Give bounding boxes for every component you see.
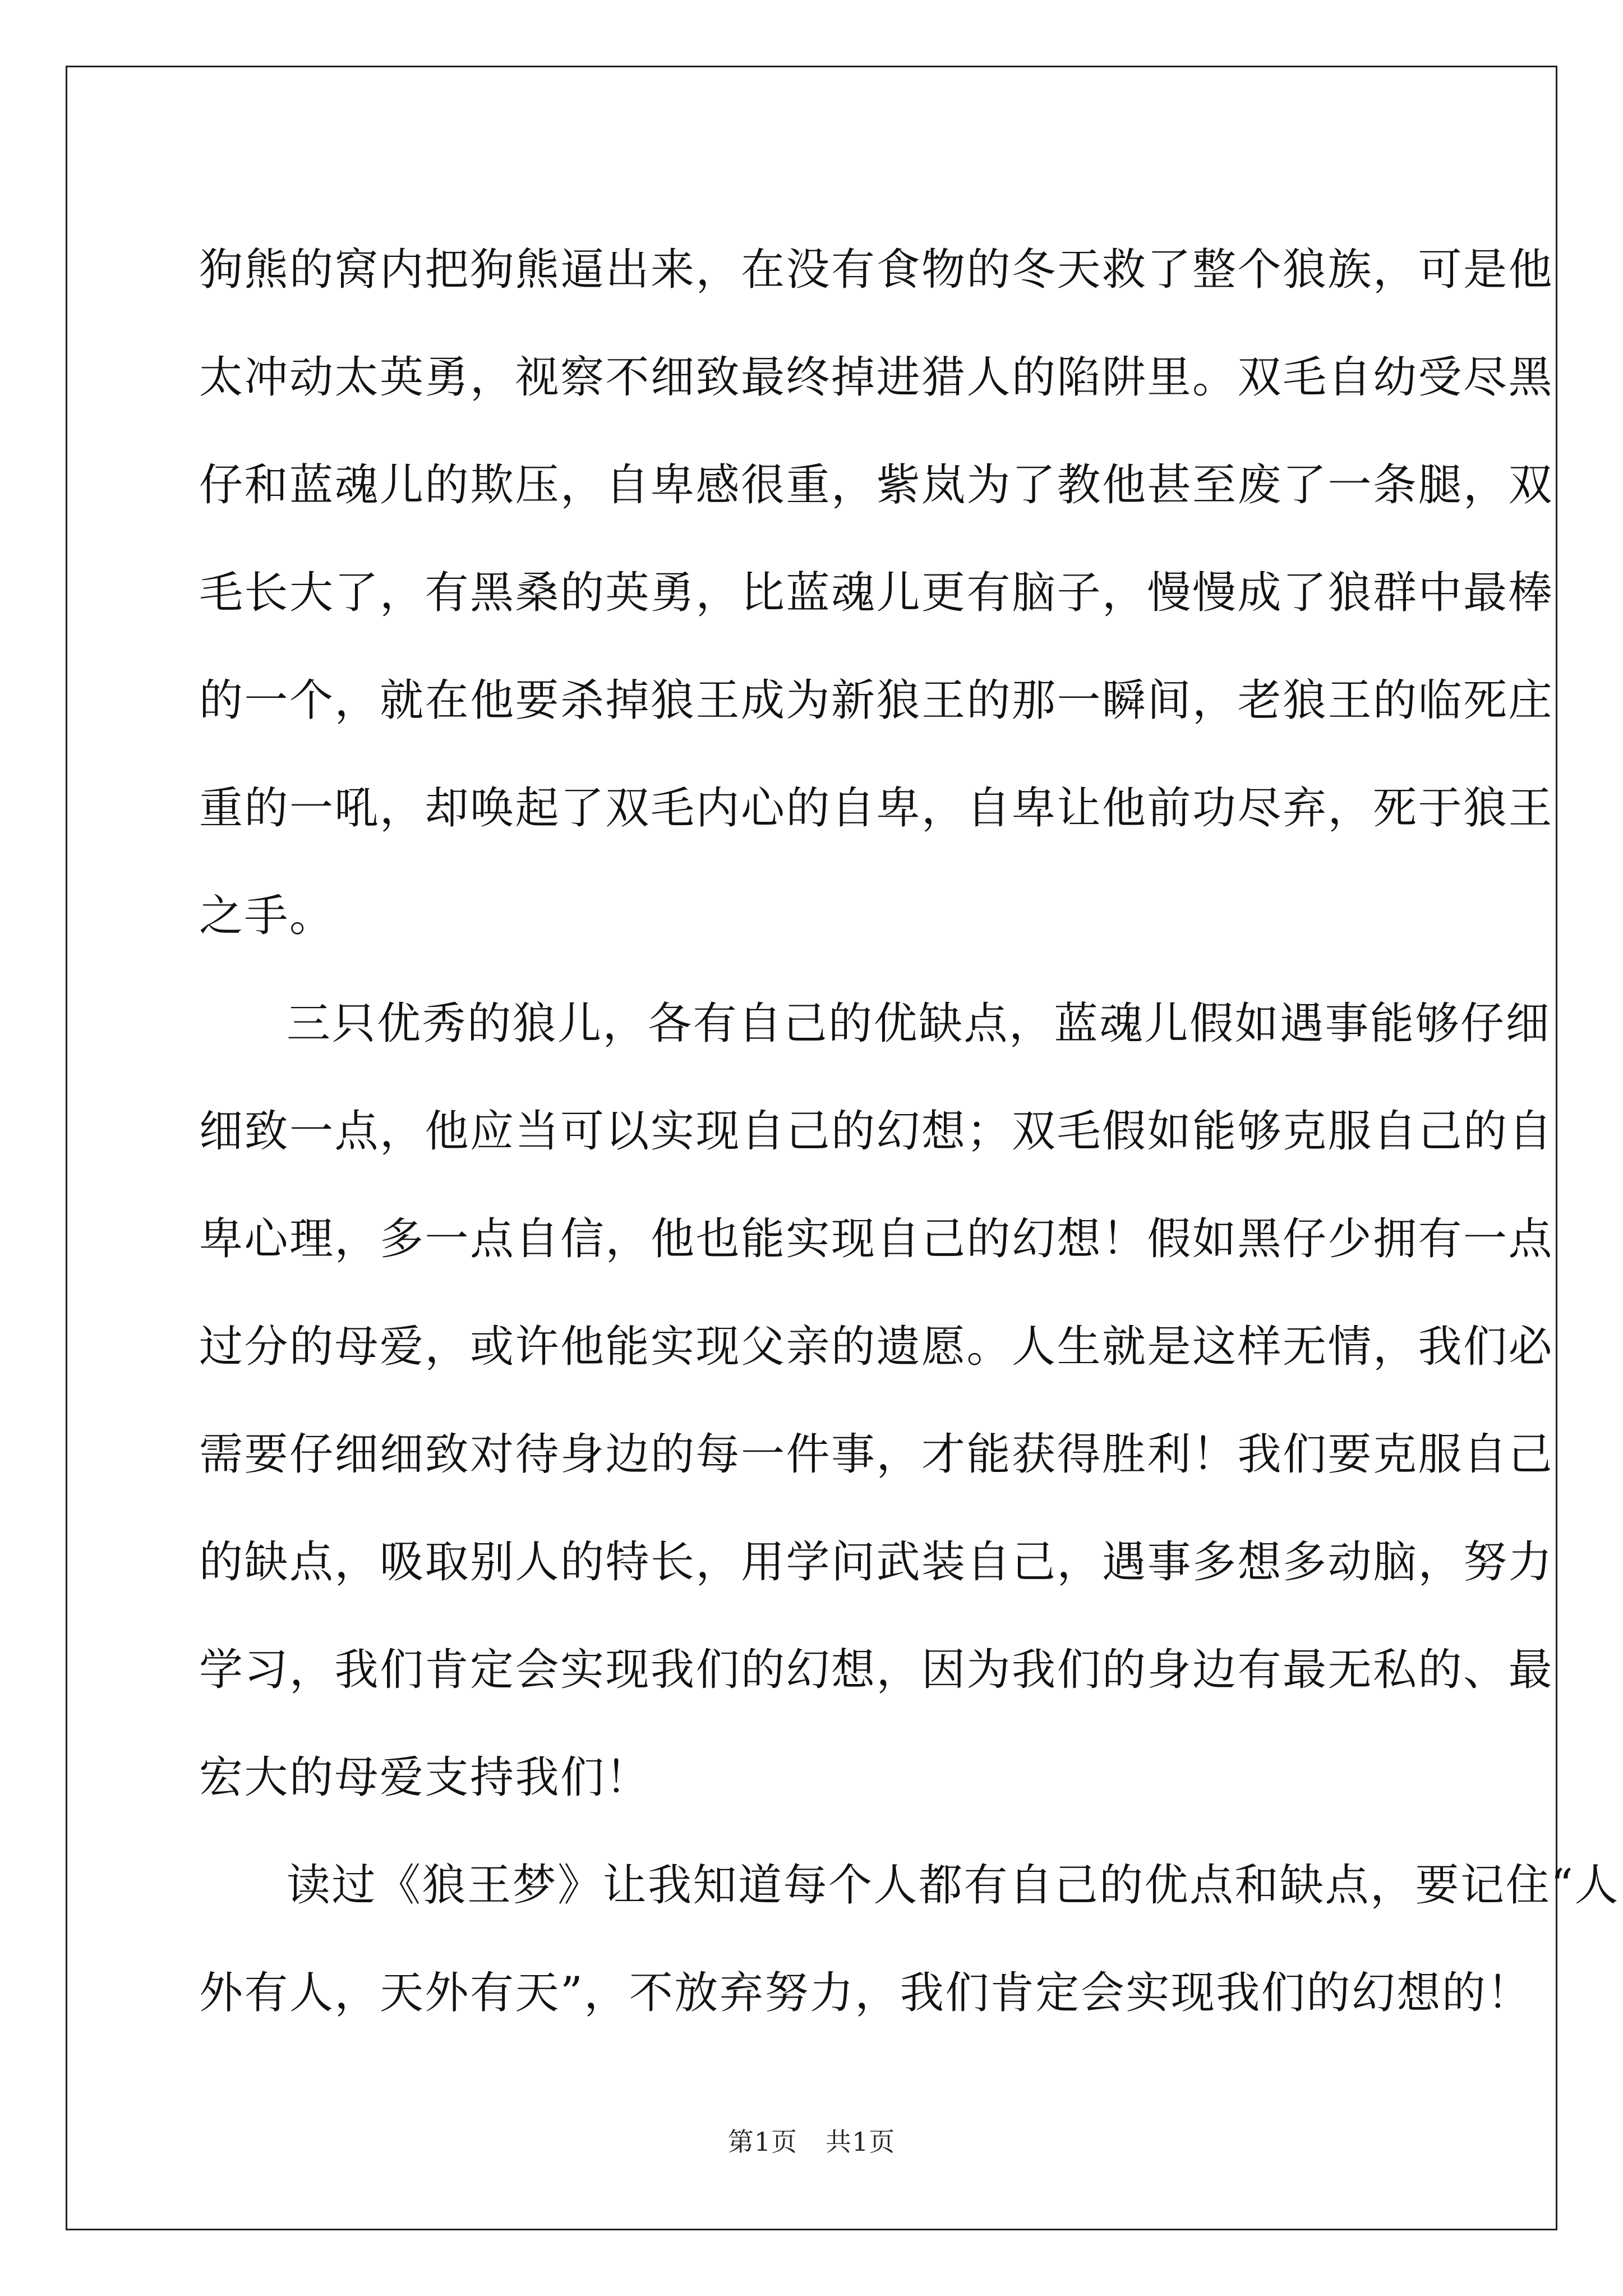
text-line: 的一个，就在他要杀掉狼王成为新狼王的那一瞬间，老狼王的临死庄	[199, 675, 1554, 726]
text-line: 学习，我们肯定会实现我们的幻想，因为我们的身边有最无私的、最	[199, 1645, 1554, 1695]
paragraph-2	[199, 970, 1554, 1832]
text-line: 外有人，天外有天”，不放弃努力，我们肯定会实现我们的幻想的！	[199, 1968, 1532, 2018]
text-line: 细致一点，他应当可以实现自己的幻想；双毛假如能够克服自己的自	[199, 1106, 1554, 1157]
paragraph-3	[199, 1832, 1620, 2047]
paragraph-1	[199, 216, 1554, 970]
text-line: 仔和蓝魂儿的欺压，自卑感很重，紫岚为了教他甚至废了一条腿，双	[199, 460, 1554, 510]
text-line: 宏大的母爱支持我们！	[199, 1752, 651, 1803]
document-body	[199, 216, 1620, 2047]
text-line: 的缺点，吸取别人的特长，用学问武装自己，遇事多想多动脑，努力	[199, 1537, 1554, 1588]
text-line: 重的一吼，却唤起了双毛内心的自卑，自卑让他前功尽弃，死于狼王	[199, 783, 1554, 834]
page-number-total: 共1页	[826, 2127, 896, 2157]
text-line: 过分的母爱，或许他能实现父亲的遗愿。人生就是这样无情，我们必	[199, 1322, 1554, 1372]
text-line: 三只优秀的狼儿，各有自己的优缺点，蓝魂儿假如遇事能够仔细	[287, 999, 1551, 1049]
text-line: 卑心理，多一点自信，他也能实现自己的幻想！假如黑仔少拥有一点	[199, 1214, 1554, 1264]
page-footer	[0, 2122, 1623, 2159]
page-number-current: 第1页	[727, 2127, 797, 2157]
text-line: 需要仔细细致对待身边的每一件事，才能获得胜利！我们要克服自己	[199, 1429, 1554, 1480]
text-line: 太冲动太英勇，视察不细致最终掉进猎人的陷阱里。双毛自幼受尽黑	[199, 352, 1554, 403]
text-line: 毛长大了，有黑桑的英勇，比蓝魂儿更有脑子，慢慢成了狼群中最棒	[199, 568, 1554, 618]
text-line: 之手。	[199, 891, 335, 941]
text-line: 狗熊的窝内把狗熊逼出来，在没有食物的冬天救了整个狼族，可是他	[199, 245, 1554, 295]
text-line: 读过《狼王梦》让我知道每个人都有自己的优点和缺点，要记住“人	[287, 1860, 1620, 1911]
